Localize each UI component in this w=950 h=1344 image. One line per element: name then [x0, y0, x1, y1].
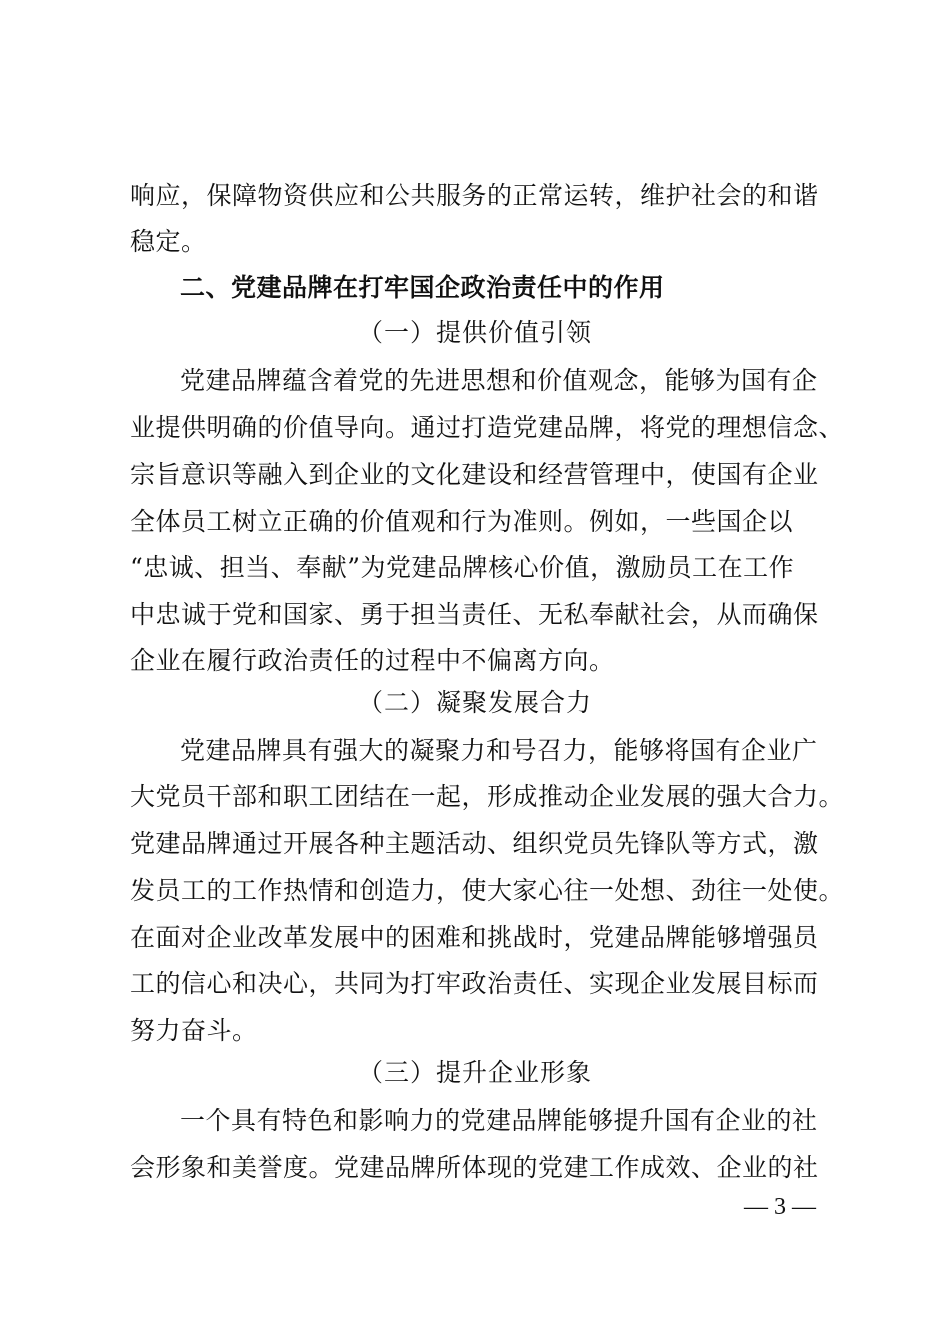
body-text-line: 业提供明确的价值导向。通过打造党建品牌，将党的理想信念、 — [130, 413, 845, 442]
subsection-heading: （一）提供价值引领 — [357, 318, 592, 347]
subsection-heading: （二）凝聚发展合力 — [357, 688, 592, 717]
body-text-line: 宗旨意识等融入到企业的文化建设和经营管理中，使国有企业 — [130, 460, 819, 489]
body-text-line: 大党员干部和职工团结在一起，形成推动企业发展的强大合力。 — [130, 782, 845, 811]
page-number: — 3 — — [744, 1194, 816, 1220]
body-text-line: 在面对企业改革发展中的困难和挑战时，党建品牌能够增强员 — [130, 923, 819, 952]
body-text-line: 响应，保障物资供应和公共服务的正常运转，维护社会的和谐 — [130, 181, 819, 210]
body-text-line: 党建品牌通过开展各种主题活动、组织党员先锋队等方式，激 — [130, 829, 819, 858]
body-text-line: 党建品牌蕴含着党的先进思想和价值观念，能够为国有企 — [180, 366, 818, 395]
section-heading: 二、党建品牌在打牢国企政治责任中的作用 — [180, 273, 665, 302]
body-text-line: 工的信心和决心，共同为打牢政治责任、实现企业发展目标而 — [130, 969, 819, 998]
body-text-line: 党建品牌具有强大的凝聚力和号召力，能够将国有企业广 — [180, 736, 818, 765]
body-text-line: 稳定。 — [130, 227, 207, 256]
subsection-heading: （三）提升企业形象 — [357, 1058, 592, 1087]
body-text-line: 中忠诚于党和国家、勇于担当责任、无私奉献社会，从而确保 — [130, 600, 819, 629]
body-text-line: 努力奋斗。 — [130, 1016, 258, 1045]
body-text-line: 一个具有特色和影响力的党建品牌能够提升国有企业的社 — [180, 1106, 818, 1135]
body-text-line: 会形象和美誉度。党建品牌所体现的党建工作成效、企业的社 — [130, 1153, 819, 1182]
body-text-line: 企业在履行政治责任的过程中不偏离方向。 — [130, 646, 615, 675]
body-text-line: “忠诚、担当、奉献”为党建品牌核心价值，激励员工在工作 — [130, 553, 795, 582]
body-text-line: 全体员工树立正确的价值观和行为准则。例如，一些国企以 — [130, 507, 794, 536]
body-text-line: 发员工的工作热情和创造力，使大家心往一处想、劲往一处使。 — [130, 876, 845, 905]
